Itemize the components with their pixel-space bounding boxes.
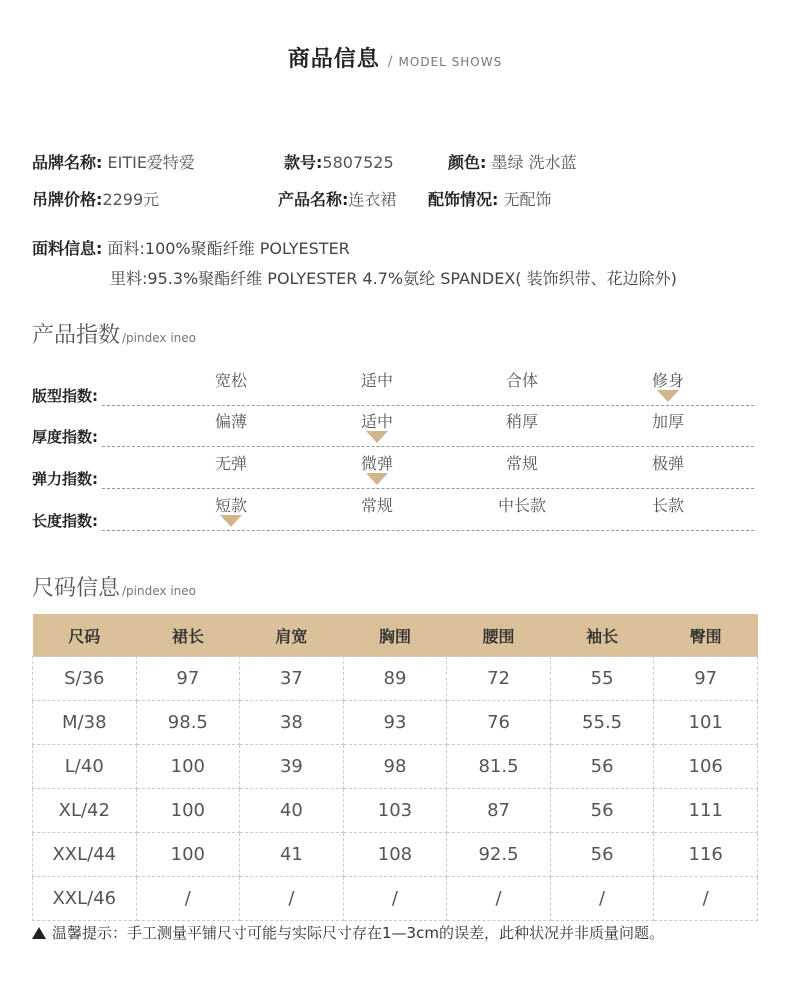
size-table-header-cell: 胸围 bbox=[343, 614, 447, 657]
color-label: 颜色: bbox=[448, 153, 487, 172]
table-row bbox=[33, 877, 758, 921]
table-cell: 116 bbox=[654, 833, 758, 877]
index-marker-icon bbox=[366, 431, 388, 443]
index-option: 偏薄 bbox=[214, 412, 247, 431]
index-option: 中长款 bbox=[497, 496, 546, 515]
index-option: 稍厚 bbox=[505, 412, 538, 431]
brand-label: 品牌名称: bbox=[32, 153, 103, 172]
page-title: 商品信息 bbox=[287, 47, 380, 72]
size-table bbox=[32, 614, 758, 921]
size-table-header-cell: 臀围 bbox=[654, 614, 758, 657]
table-cell: 98.5 bbox=[136, 701, 240, 745]
table-cell: / bbox=[550, 877, 654, 921]
fabric-outer: 面料:100%聚酯纤维 POLYESTER bbox=[107, 239, 350, 258]
size-table-header-cell: 袖长 bbox=[550, 614, 654, 657]
style-value: 5807525 bbox=[322, 153, 394, 172]
index-marker-icon bbox=[366, 473, 388, 485]
table-cell: 76 bbox=[447, 701, 551, 745]
index-section-title bbox=[32, 318, 196, 349]
table-cell: 56 bbox=[550, 833, 654, 877]
fabric-lining: 里料:95.3%聚酯纤维 POLYESTER 4.7%氨纶 SPANDEX( 装饰织带、花边除外) bbox=[110, 269, 677, 288]
index-option: 适中 bbox=[360, 412, 393, 431]
index-option: 短款 bbox=[214, 496, 247, 515]
index-option: 长款 bbox=[651, 496, 684, 515]
table-cell: 72 bbox=[447, 657, 551, 701]
index-row bbox=[32, 493, 754, 533]
index-divider bbox=[102, 488, 754, 489]
index-title: 产品指数 bbox=[32, 323, 121, 348]
index-option: 合体 bbox=[505, 371, 538, 390]
index-divider bbox=[102, 530, 754, 531]
size-table-header-cell: 腰围 bbox=[447, 614, 551, 657]
table-cell: XXL/46 bbox=[33, 877, 137, 921]
index-option: 加厚 bbox=[651, 412, 684, 431]
table-cell: 37 bbox=[240, 657, 344, 701]
table-cell: 108 bbox=[343, 833, 447, 877]
table-cell: 56 bbox=[550, 745, 654, 789]
size-table-header bbox=[33, 614, 758, 657]
index-marker-icon bbox=[220, 515, 242, 527]
size-table-header-cell: 尺码 bbox=[33, 614, 137, 657]
page-header bbox=[0, 42, 790, 73]
index-option: 微弹 bbox=[360, 454, 393, 473]
size-table-body bbox=[33, 657, 758, 921]
product-label: 产品名称: bbox=[278, 190, 349, 209]
index-row-label: 版型指数: bbox=[32, 387, 98, 405]
table-cell: 41 bbox=[240, 833, 344, 877]
size-subtitle: /pindex ineo bbox=[122, 584, 196, 598]
table-row bbox=[33, 789, 758, 833]
table-cell: 100 bbox=[136, 745, 240, 789]
table-cell: XXL/44 bbox=[33, 833, 137, 877]
price-value: 2299元 bbox=[102, 190, 160, 209]
index-option: 适中 bbox=[360, 371, 393, 390]
table-row bbox=[33, 657, 758, 701]
table-cell: 56 bbox=[550, 789, 654, 833]
table-cell: / bbox=[240, 877, 344, 921]
table-cell: / bbox=[654, 877, 758, 921]
index-option: 常规 bbox=[505, 454, 538, 473]
table-row bbox=[33, 745, 758, 789]
product-value: 连衣裙 bbox=[348, 190, 397, 209]
table-cell: / bbox=[136, 877, 240, 921]
brand-value: EITIE爱特爱 bbox=[107, 153, 195, 172]
table-cell: 40 bbox=[240, 789, 344, 833]
index-option: 宽松 bbox=[214, 371, 247, 390]
size-table-header-cell: 肩宽 bbox=[240, 614, 344, 657]
fabric-info bbox=[32, 236, 350, 259]
index-row bbox=[32, 409, 754, 449]
table-cell: M/38 bbox=[33, 701, 137, 745]
table-cell: L/40 bbox=[33, 745, 137, 789]
table-cell: 38 bbox=[240, 701, 344, 745]
table-cell: 101 bbox=[654, 701, 758, 745]
table-row bbox=[33, 833, 758, 877]
warm-tip-text: 温馨提示：手工测量平铺尺寸可能与实际尺寸存在1—3cm的误差，此种状况并非质量问题。 bbox=[52, 924, 664, 942]
index-subtitle: /pindex ineo bbox=[122, 331, 196, 345]
table-cell: 92.5 bbox=[447, 833, 551, 877]
size-section-title bbox=[32, 571, 196, 602]
table-cell: 100 bbox=[136, 789, 240, 833]
index-divider bbox=[102, 446, 754, 447]
price-label: 吊牌价格: bbox=[32, 190, 103, 209]
accessory-label: 配饰情况: bbox=[428, 190, 499, 209]
table-cell: 39 bbox=[240, 745, 344, 789]
index-divider bbox=[102, 405, 754, 406]
fabric-label: 面料信息: bbox=[32, 239, 103, 258]
index-option: 无弹 bbox=[214, 454, 247, 473]
index-marker-icon bbox=[657, 390, 679, 402]
table-cell: / bbox=[447, 877, 551, 921]
table-cell: / bbox=[343, 877, 447, 921]
table-cell: 97 bbox=[136, 657, 240, 701]
table-cell: 100 bbox=[136, 833, 240, 877]
table-cell: 103 bbox=[343, 789, 447, 833]
size-table-header-cell: 裙长 bbox=[136, 614, 240, 657]
index-row-label: 弹力指数: bbox=[32, 470, 98, 488]
index-row bbox=[32, 451, 754, 491]
index-row-label: 长度指数: bbox=[32, 512, 98, 530]
index-option: 常规 bbox=[360, 496, 393, 515]
table-cell: XL/42 bbox=[33, 789, 137, 833]
title-slash: / bbox=[387, 54, 393, 70]
warning-icon bbox=[32, 927, 46, 939]
accessory-value: 无配饰 bbox=[503, 190, 552, 209]
style-label: 款号: bbox=[284, 153, 323, 172]
table-cell: 111 bbox=[654, 789, 758, 833]
color-value: 墨绿 洗水蓝 bbox=[491, 153, 577, 172]
page-subtitle: MODEL SHOWS bbox=[398, 55, 503, 69]
table-cell: 87 bbox=[447, 789, 551, 833]
warm-tip bbox=[32, 922, 664, 943]
size-title: 尺码信息 bbox=[32, 576, 121, 601]
index-option: 极弹 bbox=[651, 454, 684, 473]
table-cell: 81.5 bbox=[447, 745, 551, 789]
table-cell: 93 bbox=[343, 701, 447, 745]
table-cell: 97 bbox=[654, 657, 758, 701]
index-row-label: 厚度指数: bbox=[32, 428, 98, 446]
table-row bbox=[33, 701, 758, 745]
table-cell: 89 bbox=[343, 657, 447, 701]
table-cell: 55.5 bbox=[550, 701, 654, 745]
table-cell: 55 bbox=[550, 657, 654, 701]
index-option: 修身 bbox=[651, 371, 684, 390]
table-cell: 98 bbox=[343, 745, 447, 789]
index-row bbox=[32, 368, 754, 408]
table-cell: 106 bbox=[654, 745, 758, 789]
table-cell: S/36 bbox=[33, 657, 137, 701]
